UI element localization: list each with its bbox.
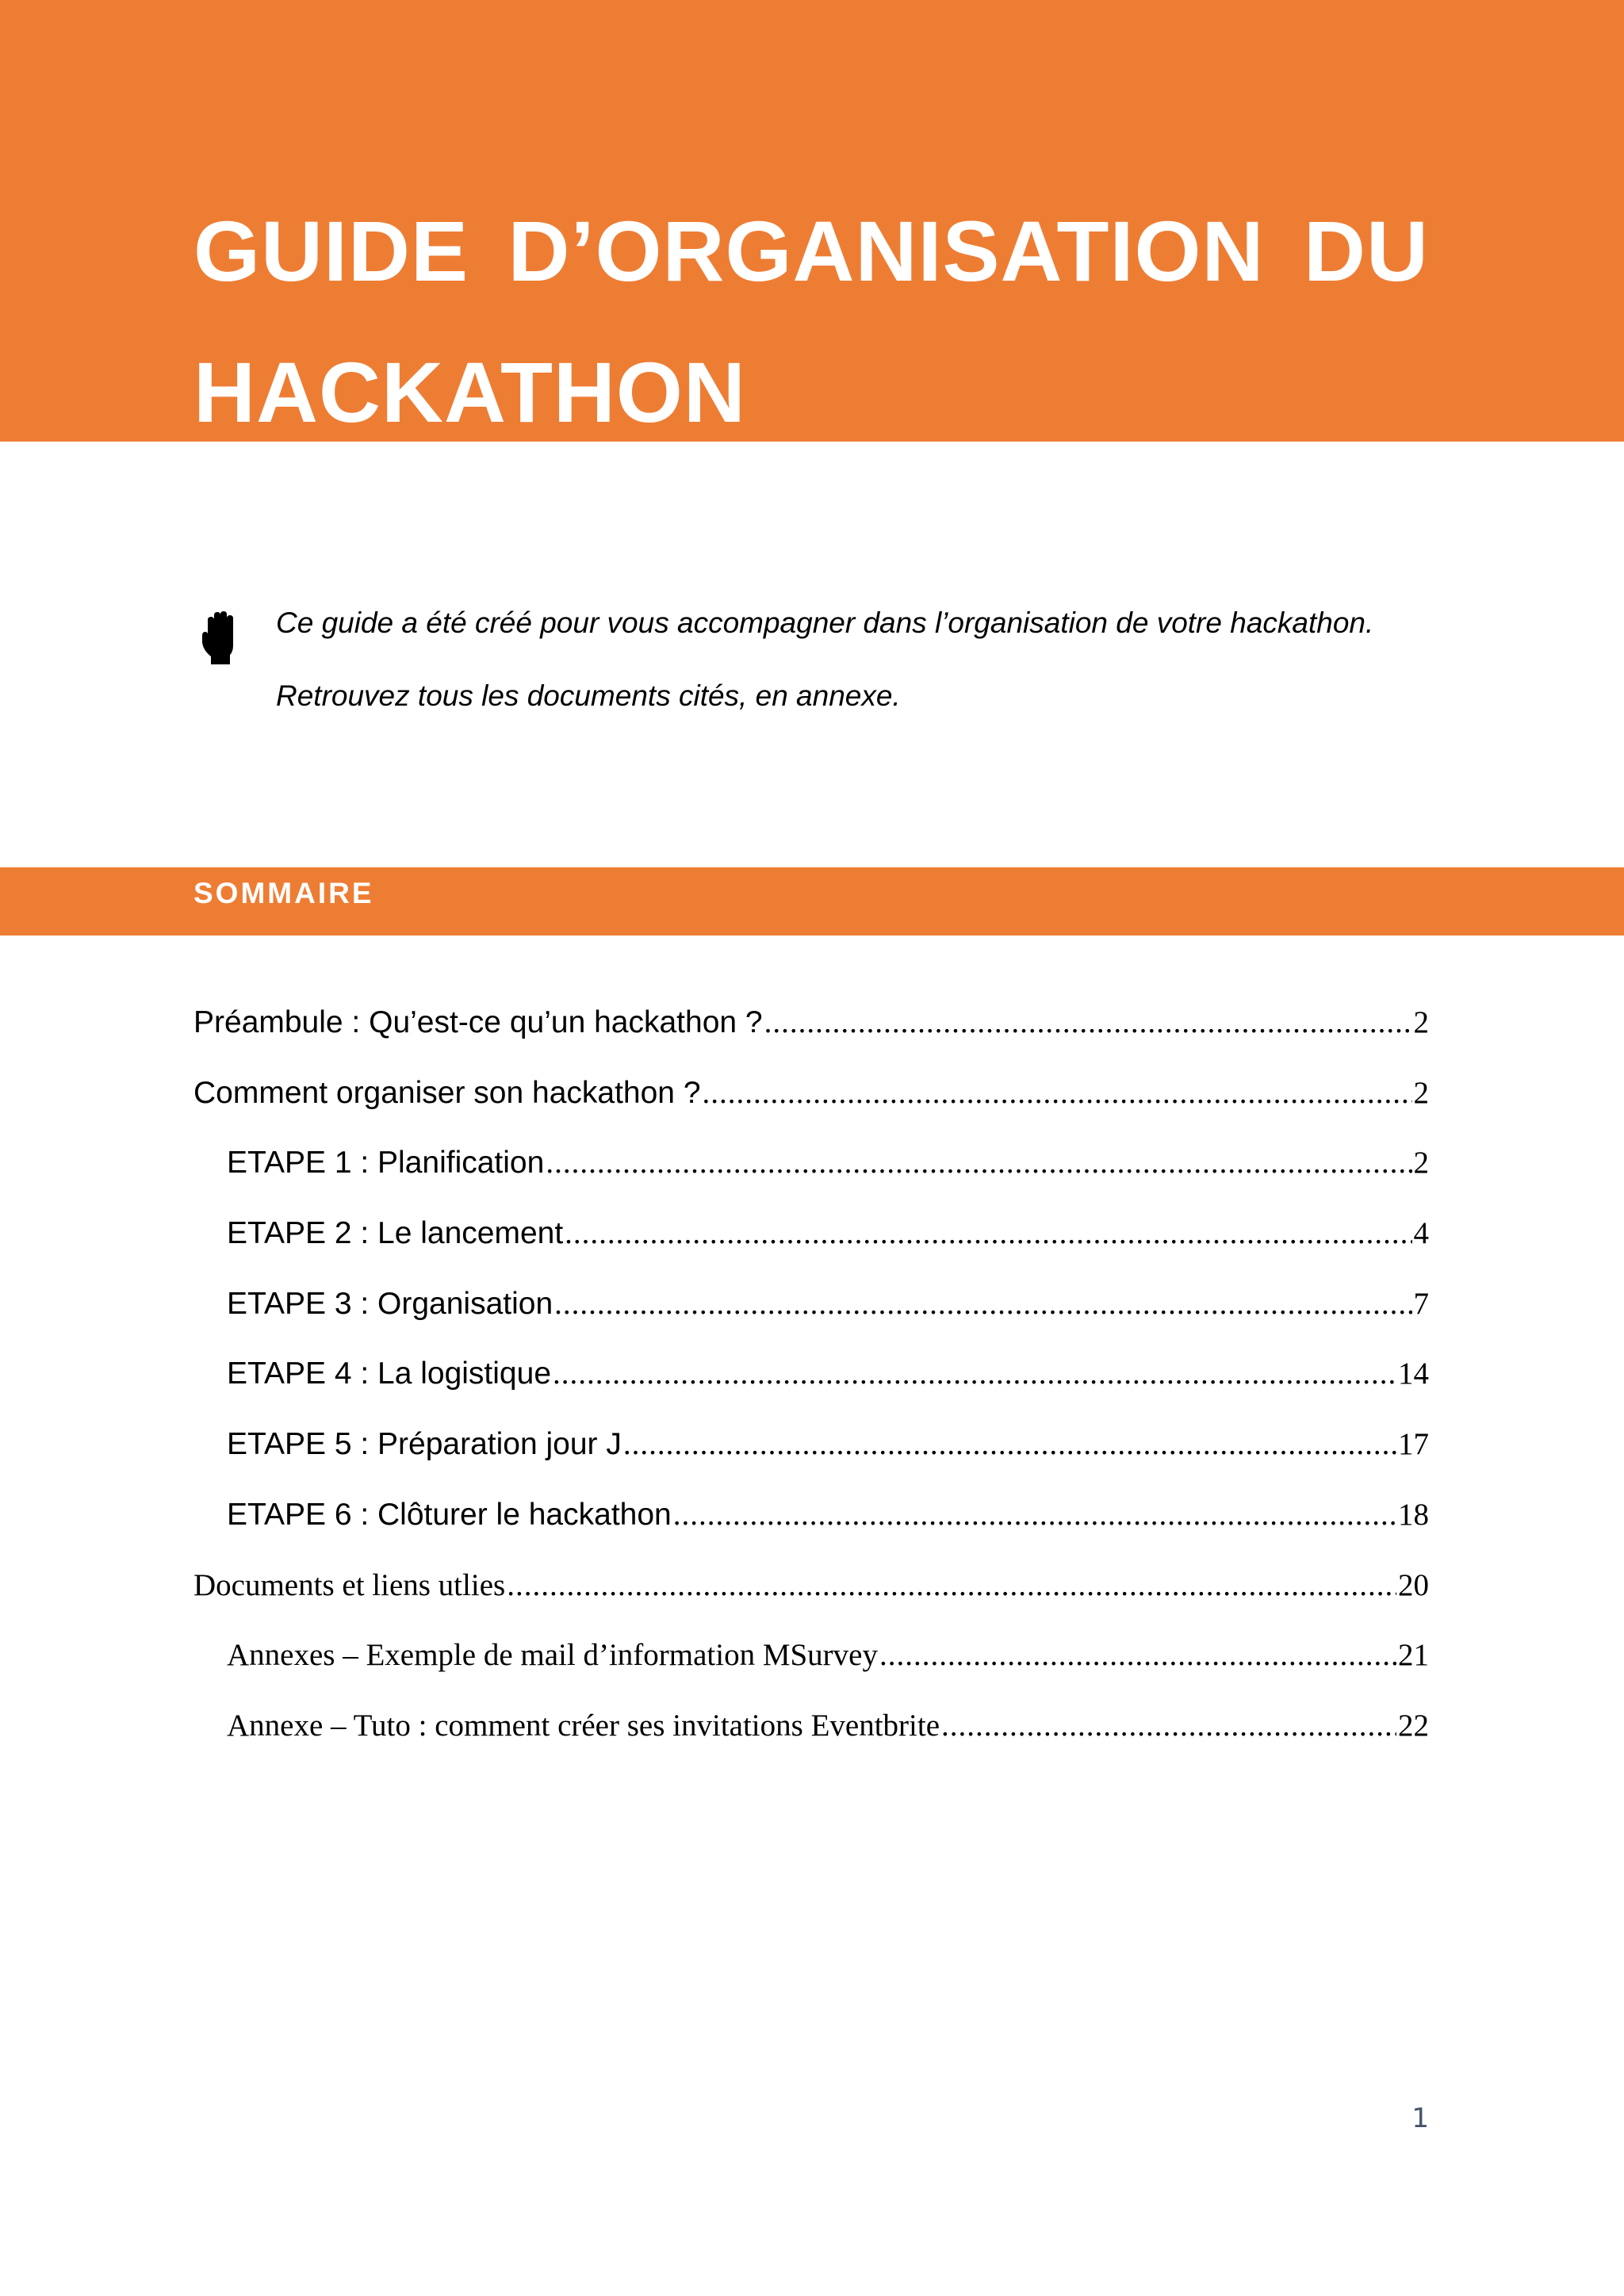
toc-entry-page: 17: [1398, 1427, 1429, 1462]
toc-leader-dots: [565, 1211, 1411, 1256]
toc-entry-label: ETAPE 2 : Le lancement: [227, 1216, 564, 1251]
page-number: 1: [1411, 2103, 1429, 2134]
toc-leader-dots: [507, 1563, 1396, 1608]
toc-entry-page: 4: [1413, 1216, 1429, 1251]
toc-entry-etape-1[interactable]: [193, 1141, 1429, 1211]
intro-text-line: Ce guide a été créé pour vous accompagner dans l’organisation de votre hackathon.: [276, 607, 1374, 639]
toc-entry-comment-organiser[interactable]: [193, 1071, 1429, 1142]
document-title: GUIDE D’ORGANISATION DU HACKATHON: [193, 203, 1429, 440]
toc-leader-dots: [764, 1001, 1412, 1045]
toc-leader-dots: [941, 1704, 1396, 1748]
toc-entry-page: 21: [1398, 1638, 1429, 1673]
toc-entry-label: Annexes – Exemple de mail d’information MSurvey: [227, 1638, 878, 1673]
toc-entry-page: 18: [1398, 1497, 1429, 1532]
toc-leader-dots: [554, 1282, 1411, 1326]
toc-entry-label: Comment organiser son hackathon ?: [193, 1075, 701, 1110]
toc-entry-documents-liens[interactable]: [193, 1563, 1429, 1634]
hand-stop-icon: [200, 610, 241, 666]
title-banner: [0, 0, 1624, 442]
toc-leader-dots: [553, 1352, 1396, 1396]
table-of-contents: [193, 1001, 1429, 1774]
toc-entry-etape-6[interactable]: [193, 1493, 1429, 1563]
toc-entry-page: 20: [1398, 1567, 1429, 1602]
toc-leader-dots: [623, 1422, 1396, 1467]
toc-entry-label: ETAPE 4 : La logistique: [227, 1357, 552, 1391]
toc-entry-page: 2: [1413, 1075, 1429, 1110]
toc-entry-label: ETAPE 3 : Organisation: [227, 1286, 553, 1321]
toc-entry-page: 7: [1413, 1286, 1429, 1321]
toc-entry-page: 2: [1413, 1146, 1429, 1181]
toc-entry-etape-4[interactable]: [193, 1352, 1429, 1422]
toc-leader-dots: [673, 1493, 1396, 1537]
toc-entry-label: ETAPE 5 : Préparation jour J: [227, 1427, 622, 1462]
toc-entry-annexe-eventbrite[interactable]: [193, 1704, 1429, 1774]
toc-entry-etape-2[interactable]: [193, 1211, 1429, 1282]
toc-entry-page: 2: [1413, 1005, 1429, 1039]
toc-entry-label: Annexe – Tuto : comment créer ses invitations Eventbrite: [227, 1708, 940, 1743]
toc-entry-page: 22: [1398, 1708, 1429, 1743]
toc-entry-preambule[interactable]: [193, 1001, 1429, 1071]
toc-entry-label: Préambule : Qu’est-ce qu’un hackathon ?: [193, 1005, 763, 1039]
toc-entry-label: Documents et liens utlies: [193, 1567, 506, 1602]
toc-entry-label: ETAPE 1 : Planification: [227, 1146, 545, 1181]
toc-entry-etape-5[interactable]: [193, 1422, 1429, 1493]
toc-title: SOMMAIRE: [193, 877, 374, 909]
toc-leader-dots: [879, 1633, 1396, 1678]
toc-entry-page: 14: [1398, 1357, 1429, 1391]
toc-entry-etape-3[interactable]: [193, 1282, 1429, 1353]
toc-leader-dots: [703, 1071, 1412, 1115]
toc-entry-annexe-msurvey[interactable]: [193, 1633, 1429, 1704]
toc-leader-dots: [546, 1141, 1411, 1185]
toc-entry-label: ETAPE 6 : Clôturer le hackathon: [227, 1497, 672, 1532]
intro-annex-line: Retrouvez tous les documents cités, en annexe.: [276, 679, 901, 712]
